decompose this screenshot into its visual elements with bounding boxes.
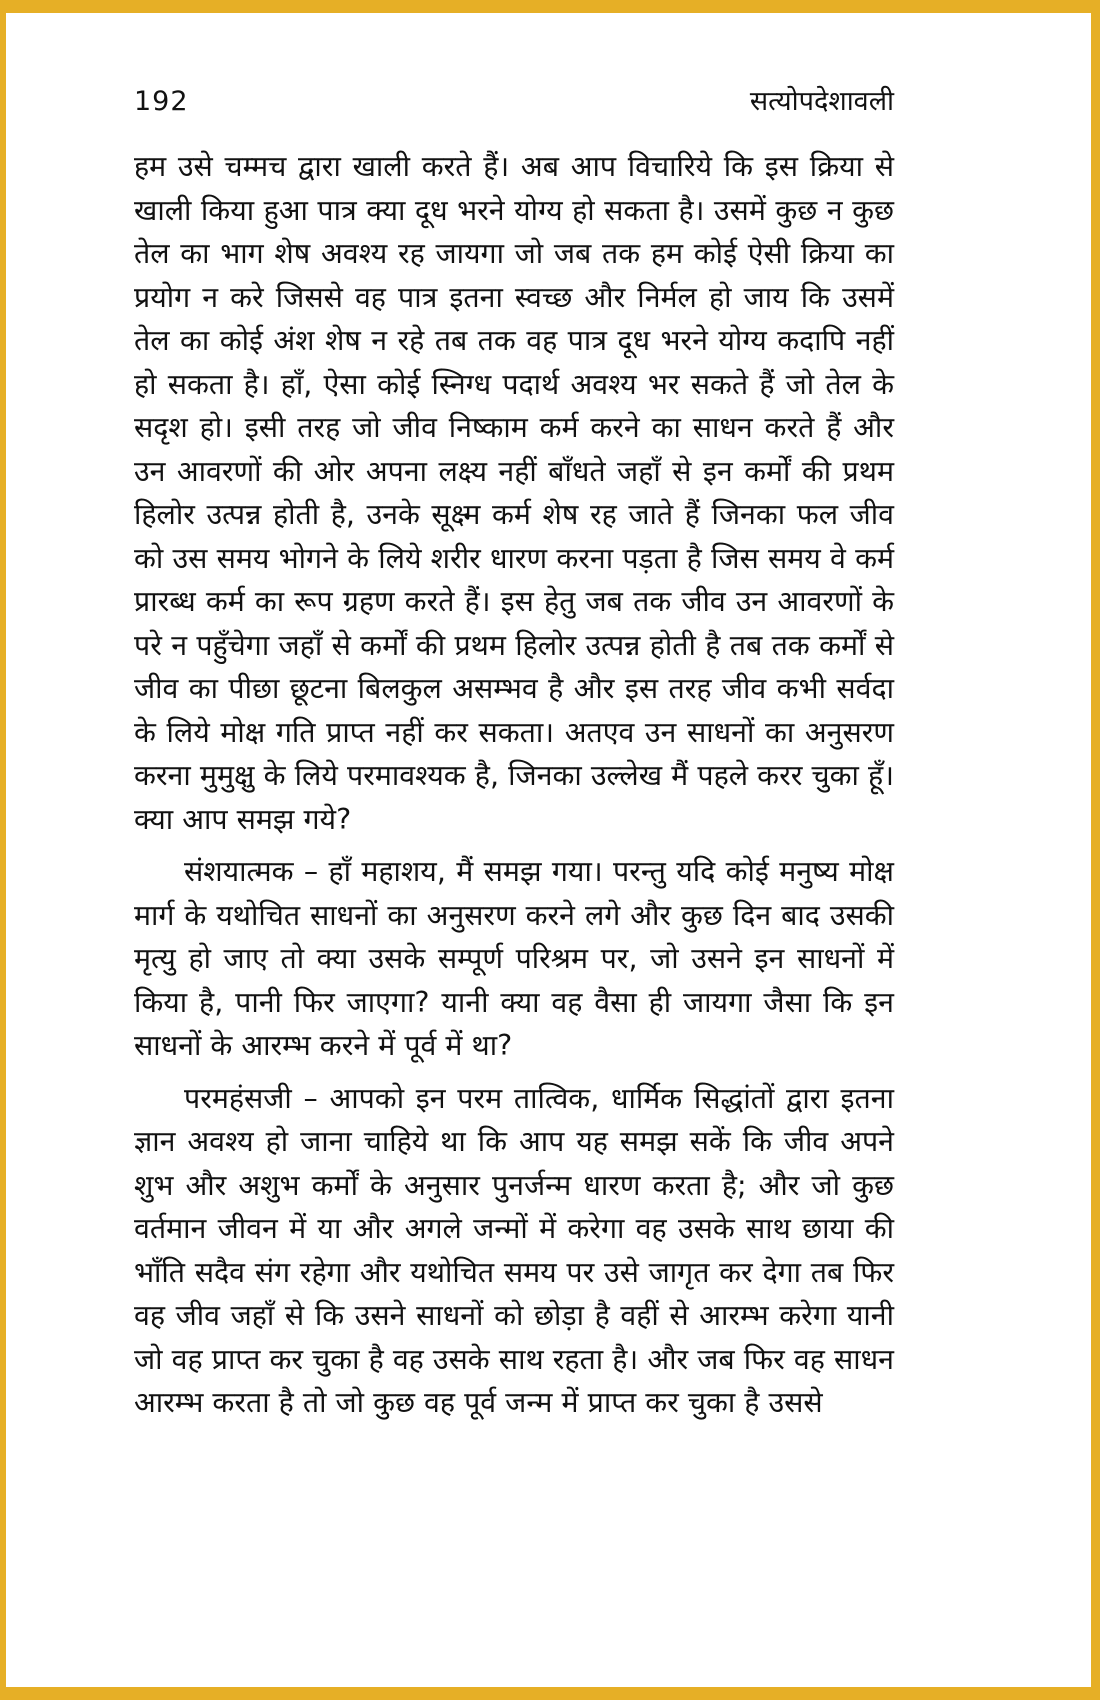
body-text <box>134 145 894 1425</box>
running-header <box>134 85 894 119</box>
paragraph-3-paramhansji: परमहंसजी – आपको इन परम तात्विक, धार्मिक सिद्धांतों द्वारा इतना ज्ञान अवश्य हो जाना चाहिये था कि आप यह समझ सकें कि जीव अपने शुभ और अशुभ कर्मों के अनुसार पुनर्जन्म धारण करता है; और जो कुछ वर्तमान जीवन में या और अगले जन्मों में करेगा वह उसके साथ छाया की भाँति सदैव संग रहेगा और यथोचित समय पर उसे जागृत कर देगा तब फिर वह जीव जहाँ से कि उसने साधनों को छोड़ा है वहीं से आरम्भ करेगा यानी जो वह प्राप्त कर चुका है वह उसके साथ रहता है। और जब फिर वह साधन आरम्भ करता है तो जो कुछ वह पूर्व जन्म में प्राप्त कर चुका है उससे <box>134 1081 894 1419</box>
paragraph-2-sanshayatmak: संशयात्मक – हाँ महाशय, मैं समझ गया। परन्तु यदि कोई मनुष्य मोक्ष मार्ग के यथोचित साधनों का अनुसरण करने लगे और कुछ दिन बाद उसकी मृत्यु हो जाए तो क्या उसके सम्पूर्ण परिश्रम पर, जो उसने इन साधनों में किया है, पानी फिर जाएगा? यानी क्या वह वैसा ही जायगा जैसा कि इन साधनों के आरम्भ करने में पूर्व में था? <box>134 855 894 1062</box>
text-block <box>134 85 894 1425</box>
page-number: 192 <box>134 86 189 117</box>
paragraph-1: हम उसे चम्मच द्वारा खाली करते हैं। अब आप विचारिये कि इस क्रिया से खाली किया हुआ पात्र क्या दूध भरने योग्य हो सकता है। उसमें कुछ न कुछ तेल का भाग शेष अवश्य रह जायगा जो जब तक हम कोई ऐसी क्रिया का प्रयोग न करे जिससे वह पात्र इतना स्वच्छ और निर्मल हो जाय कि उसमें तेल का कोई अंश शेष न रहे तब तक वह पात्र दूध भरने योग्य कदापि नहीं हो सकता है। हाँ, ऐसा कोई स्निग्ध पदार्थ अवश्य भर सकते हैं जो तेल के सदृश हो। इसी तरह जो जीव निष्काम कर्म करने का साधन करते हैं और उन आवरणों की ओर अपना लक्ष्य नहीं बाँधते जहाँ से इन कर्मों की प्रथम हिलोर उत्पन्न होती है, उनके सूक्ष्म कर्म शेष रह जाते हैं जिनका फल जीव को उस समय भोगने के लिये शरीर धारण करना पड़ता है जिस समय वे कर्म प्रारब्ध कर्म का रूप ग्रहण करते हैं। इस हेतु जब तक जीव उन आवरणों के परे न पहुँचेगा जहाँ से कर्मों की प्रथम हिलोर उत्पन्न होती है तब तक कर्मों से जीव का पीछा छूटना बिलकुल असम्भव है और इस तरह जीव कभी सर्वदा के लिये मोक्ष गति प्राप्त नहीं कर सकता। अतएव उन साधनों का अनुसरण करना मुमुक्षु के लिये परमावश्यक है, जिनका उल्लेख मैं पहले करर चुका हूँ। क्या आप समझ गये? <box>134 150 894 836</box>
running-title: सत्योपदेशावली <box>749 86 894 117</box>
